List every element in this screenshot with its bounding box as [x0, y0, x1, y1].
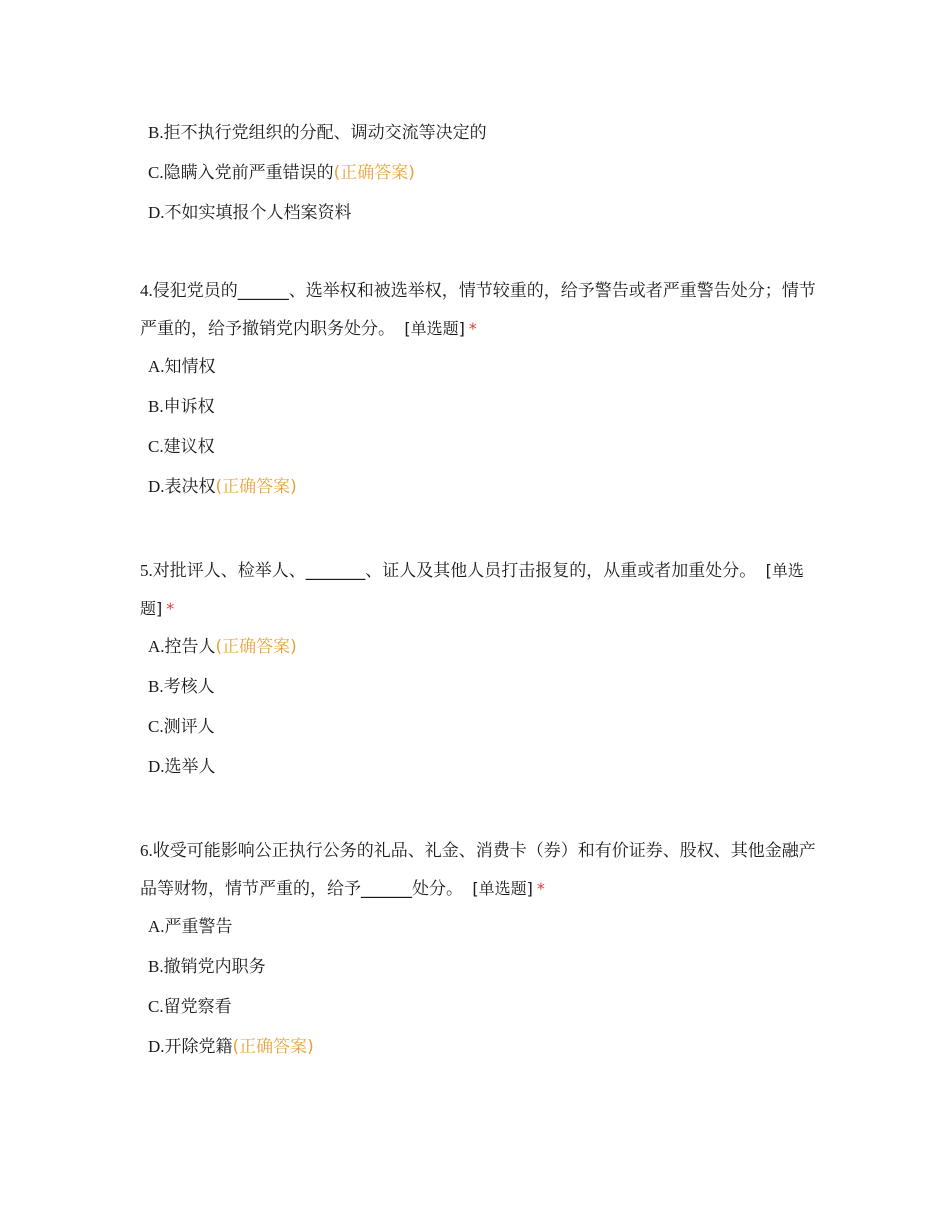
- question-text: 收受可能影响公正执行公务的礼品、礼金、消费卡（券）和有价证券、股权、其他金融产品等财物，情节严重的，给予______处分。: [140, 841, 816, 899]
- option-d: [148, 1036, 820, 1058]
- question-6: [140, 832, 820, 1076]
- option-c: [148, 436, 820, 458]
- question-number: 6.: [140, 841, 153, 860]
- option-d: [148, 476, 820, 498]
- correct-answer-mark: (正确答案): [333, 163, 415, 183]
- required-star: *: [536, 879, 545, 898]
- option-d: [148, 202, 487, 224]
- option-letter: A.: [148, 917, 165, 936]
- question-type: [单选题]: [472, 879, 533, 898]
- option-text: 隐瞒入党前严重错误的: [163, 163, 334, 183]
- option-text: 表决权: [164, 477, 216, 497]
- option-d: [148, 756, 820, 778]
- option-a: [148, 916, 820, 938]
- option-text: 建议权: [163, 437, 215, 457]
- question-stem: [140, 552, 820, 628]
- option-c: [148, 996, 820, 1018]
- option-text: 撤销党内职务: [163, 957, 266, 977]
- option-list: [140, 356, 820, 498]
- option-letter: D.: [148, 203, 165, 222]
- option-list: [140, 916, 820, 1058]
- option-letter: B.: [148, 677, 164, 696]
- option-text: 考核人: [163, 677, 215, 697]
- option-text: 不如实填报个人档案资料: [164, 203, 352, 223]
- option-text: 选举人: [164, 757, 216, 777]
- option-text: 开除党籍: [164, 1037, 233, 1057]
- option-letter: B.: [148, 397, 164, 416]
- required-star: *: [166, 599, 175, 618]
- correct-answer-mark: (正确答案): [215, 637, 297, 657]
- option-b: [148, 676, 820, 698]
- required-star: *: [468, 319, 477, 338]
- option-text: 拒不执行党组织的分配、调动交流等决定的: [163, 123, 487, 143]
- question-type: [单选题]: [140, 561, 804, 618]
- option-text: 知情权: [164, 357, 216, 377]
- option-a: [148, 636, 820, 658]
- option-c: [148, 162, 487, 184]
- question-type: [单选题]: [404, 319, 465, 338]
- option-text: 测评人: [163, 717, 215, 737]
- question-stem: [140, 272, 820, 348]
- option-letter: D.: [148, 757, 165, 776]
- option-letter: C.: [148, 997, 164, 1016]
- question-text: 对批评人、检举人、_______、证人及其他人员打击报复的，从重或者加重处分。: [152, 561, 757, 581]
- option-letter: B.: [148, 957, 164, 976]
- option-letter: C.: [148, 717, 164, 736]
- option-letter: A.: [148, 357, 165, 376]
- correct-answer-mark: (正确答案): [215, 477, 297, 497]
- option-b: [148, 122, 487, 144]
- option-b: [148, 956, 820, 978]
- question-5: [140, 552, 820, 796]
- question-4: [140, 272, 820, 516]
- option-letter: D.: [148, 1037, 165, 1056]
- option-letter: B.: [148, 123, 164, 142]
- option-letter: D.: [148, 477, 165, 496]
- option-text: 申诉权: [163, 397, 215, 417]
- option-text: 严重警告: [164, 917, 233, 937]
- question-text: 侵犯党员的______、选举权和被选举权，情节较重的，给予警告或者严重警告处分；情节严重的，给予撤销党内职务处分。: [140, 281, 816, 339]
- option-letter: C.: [148, 437, 164, 456]
- option-a: [148, 356, 820, 378]
- option-text: 留党察看: [163, 997, 232, 1017]
- question-stem: [140, 832, 820, 908]
- previous-question-options: [148, 122, 487, 242]
- option-text: 控告人: [164, 637, 216, 657]
- correct-answer-mark: (正确答案): [232, 1037, 314, 1057]
- question-number: 4.: [140, 281, 153, 300]
- option-c: [148, 716, 820, 738]
- option-letter: A.: [148, 637, 165, 656]
- option-letter: C.: [148, 163, 164, 182]
- option-list: [140, 636, 820, 778]
- question-number: 5.: [140, 561, 153, 580]
- option-b: [148, 396, 820, 418]
